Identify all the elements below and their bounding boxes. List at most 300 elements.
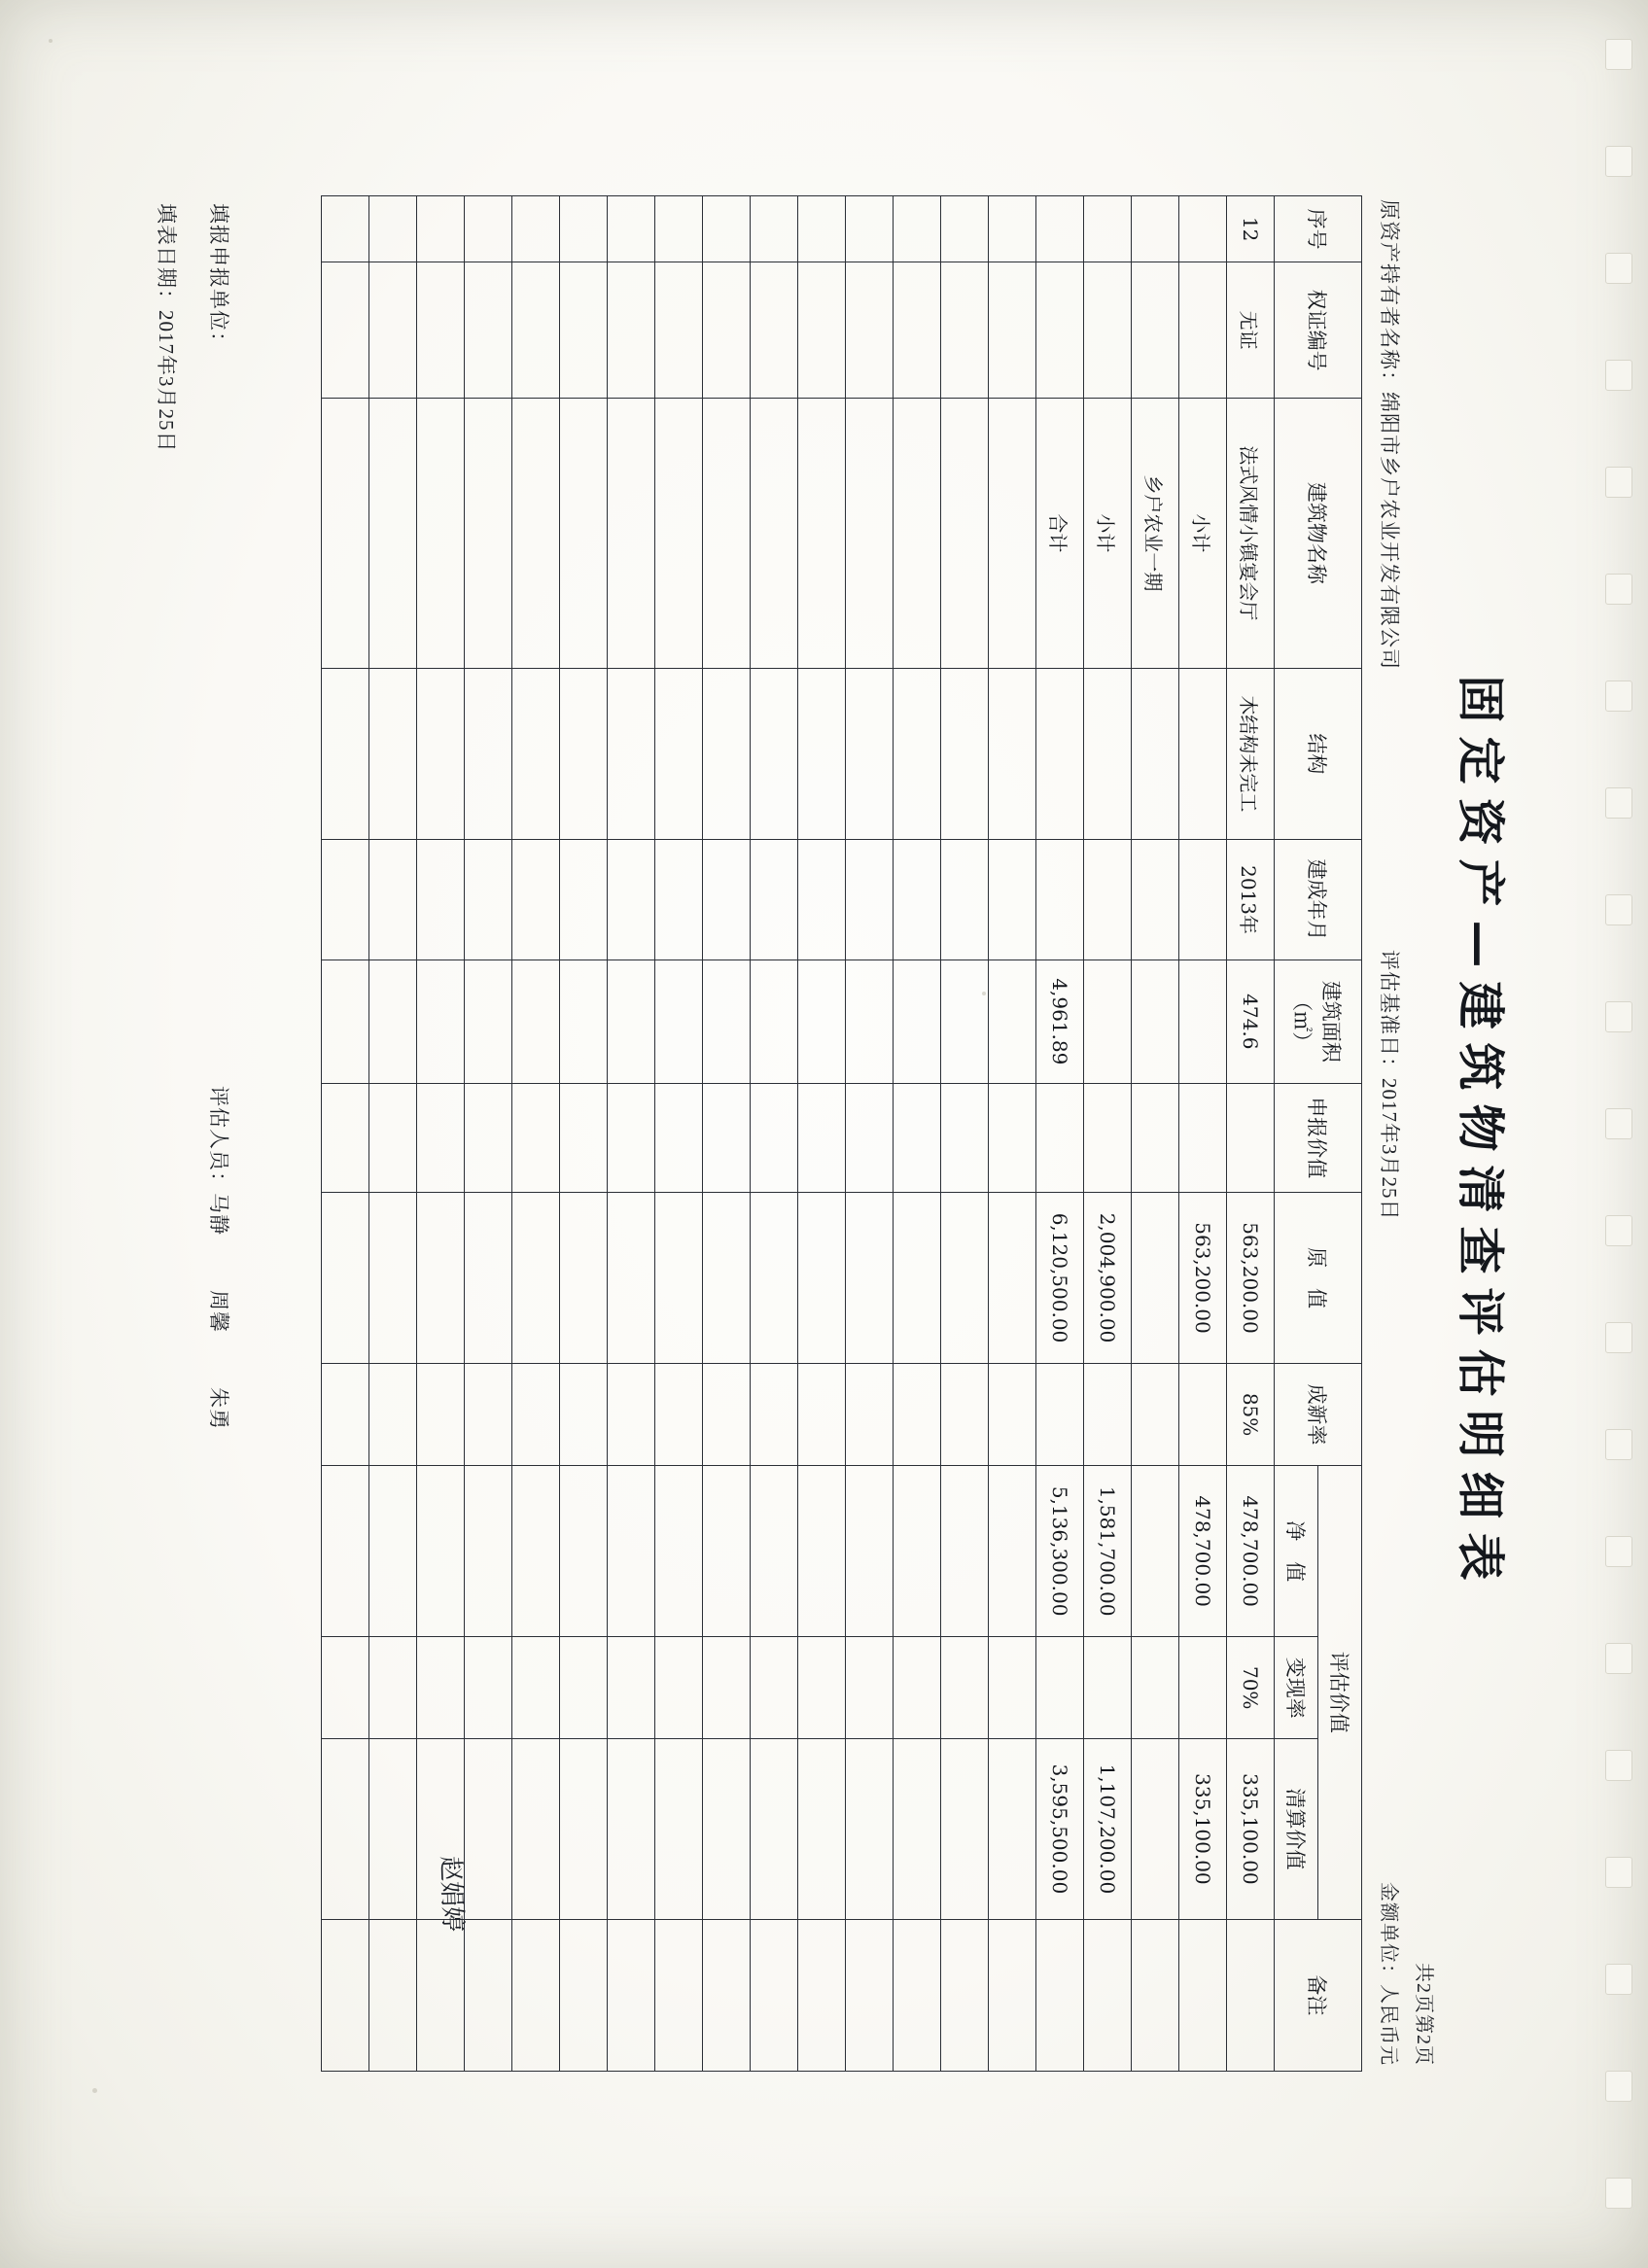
cell-structure: [845, 668, 893, 840]
cell-declared-value: [559, 1083, 607, 1192]
punch-hole: [1605, 2071, 1632, 2102]
cell-building-name: [321, 398, 368, 668]
cell-declared-value: [1178, 1083, 1226, 1192]
cell-original-value: [893, 1192, 940, 1363]
th-new-rate: 成新率: [1274, 1363, 1361, 1465]
cell-area: [464, 960, 511, 1083]
table-row: [750, 195, 797, 2071]
cell-remark: [559, 1919, 607, 2071]
table-row: [988, 195, 1035, 2071]
cell-seq: [368, 195, 416, 262]
th-area: 建筑面积（㎡）: [1274, 960, 1361, 1083]
cell-cert-no: [845, 262, 893, 398]
cell-cert-no: [368, 262, 416, 398]
cell-liquidation-value: [368, 1738, 416, 1919]
cell-declared-value: [750, 1083, 797, 1192]
cell-area: [368, 960, 416, 1083]
cell-seq: [893, 195, 940, 262]
th-building-name: 建筑物名称: [1274, 398, 1361, 668]
cell-declared-value: [702, 1083, 750, 1192]
cell-original-value: [559, 1192, 607, 1363]
cell-area: [702, 960, 750, 1083]
cell-built-date: [559, 839, 607, 960]
cell-declared-value: [368, 1083, 416, 1192]
cell-liquidation-value: [797, 1738, 845, 1919]
cell-realization-rate: [988, 1636, 1035, 1738]
cell-building-name: [797, 398, 845, 668]
cell-realization-rate: [321, 1636, 368, 1738]
cell-net-value: [368, 1465, 416, 1636]
cell-structure: [654, 668, 702, 840]
th-original-value: 原 值: [1274, 1192, 1361, 1363]
cell-new-rate: [321, 1363, 368, 1465]
cell-remark: [845, 1919, 893, 2071]
owner-line: [1376, 199, 1405, 670]
cell-area: [607, 960, 654, 1083]
cell-area: 474.6: [1226, 960, 1274, 1083]
cell-net-value: [511, 1465, 559, 1636]
cell-built-date: [988, 839, 1035, 960]
binder-punch-strip: [1597, 0, 1642, 2268]
cell-structure: [464, 668, 511, 840]
cell-built-date: [750, 839, 797, 960]
cell-declared-value: [1226, 1083, 1274, 1192]
table-row: [797, 195, 845, 2071]
base-date-value: 2017年3月25日: [1377, 1077, 1401, 1220]
cell-built-date: [1178, 839, 1226, 960]
cell-net-value: [464, 1465, 511, 1636]
cell-realization-rate: [416, 1636, 464, 1738]
cell-structure: [893, 668, 940, 840]
table-row: [940, 195, 988, 2071]
cell-built-date: [416, 839, 464, 960]
cell-liquidation-value: [1131, 1738, 1178, 1919]
cell-cert-no: [464, 262, 511, 398]
cell-built-date: [1083, 839, 1131, 960]
signature: 赵娟婷: [435, 1855, 467, 1933]
cell-liquidation-value: [511, 1738, 559, 1919]
cell-liquidation-value: [750, 1738, 797, 1919]
punch-hole: [1605, 680, 1632, 712]
cell-built-date: [893, 839, 940, 960]
cell-realization-rate: [559, 1636, 607, 1738]
cell-cert-no: [654, 262, 702, 398]
cell-original-value: [654, 1192, 702, 1363]
appraiser-1: 马静: [206, 1192, 230, 1236]
cell-net-value: [321, 1465, 368, 1636]
cell-seq: [416, 195, 464, 262]
cell-original-value: [607, 1192, 654, 1363]
cell-area: [893, 960, 940, 1083]
cell-realization-rate: [1178, 1636, 1226, 1738]
cell-realization-rate: [893, 1636, 940, 1738]
cell-liquidation-value: [607, 1738, 654, 1919]
cell-net-value: [1131, 1465, 1178, 1636]
table-row: [464, 195, 511, 2071]
cell-built-date: [702, 839, 750, 960]
cell-new-rate: 85%: [1226, 1363, 1274, 1465]
appraiser-label: 评估人员：: [206, 1085, 230, 1193]
cell-realization-rate: [464, 1636, 511, 1738]
cell-area: [654, 960, 702, 1083]
table-row: [1178, 195, 1226, 2071]
cell-structure: [607, 668, 654, 840]
cell-building-name: [368, 398, 416, 668]
cell-liquidation-value: [988, 1738, 1035, 1919]
cell-seq: [321, 195, 368, 262]
cell-net-value: [797, 1465, 845, 1636]
cell-structure: [511, 668, 559, 840]
submit-unit-label: 填报申报单位：: [206, 202, 230, 353]
cell-net-value: [702, 1465, 750, 1636]
cell-built-date: [511, 839, 559, 960]
punch-hole: [1605, 1750, 1632, 1781]
punch-hole: [1605, 360, 1632, 391]
punch-hole: [1605, 574, 1632, 605]
cell-building-name: [416, 398, 464, 668]
cell-building-name: [654, 398, 702, 668]
cell-net-value: 478,700.00: [1226, 1465, 1274, 1636]
th-cert-no: 权证编号: [1274, 262, 1361, 398]
punch-hole: [1605, 2178, 1632, 2209]
cell-seq: [559, 195, 607, 262]
cell-built-date: [368, 839, 416, 960]
cell-declared-value: [511, 1083, 559, 1192]
cell-declared-value: [893, 1083, 940, 1192]
cell-cert-no: 无证: [1226, 262, 1274, 398]
appraiser-3: 朱勇: [206, 1386, 230, 1430]
cell-net-value: [845, 1465, 893, 1636]
cell-net-value: [893, 1465, 940, 1636]
cell-structure: [702, 668, 750, 840]
cell-area: [988, 960, 1035, 1083]
table-row: [416, 195, 464, 2071]
cell-area: [845, 960, 893, 1083]
cell-cert-no: [1083, 262, 1131, 398]
submit-date-line: [153, 203, 182, 453]
cell-net-value: [607, 1465, 654, 1636]
th-structure: 结构: [1274, 668, 1361, 840]
cell-building-name: 小计: [1178, 398, 1226, 668]
cell-area: [559, 960, 607, 1083]
table-row: [654, 195, 702, 2071]
cell-declared-value: [654, 1083, 702, 1192]
page-note: 共2页第2页: [1412, 1962, 1434, 2066]
cell-built-date: [1035, 839, 1083, 960]
cell-cert-no: [893, 262, 940, 398]
cell-new-rate: [559, 1363, 607, 1465]
punch-hole: [1605, 1964, 1632, 1995]
cell-liquidation-value: [845, 1738, 893, 1919]
cell-seq: [750, 195, 797, 262]
cell-declared-value: [416, 1083, 464, 1192]
th-liquidation-value: 清算价值: [1274, 1738, 1317, 1919]
table-row: [1226, 195, 1274, 2071]
cell-declared-value: [1131, 1083, 1178, 1192]
table-row: [511, 195, 559, 2071]
cell-structure: [1035, 668, 1083, 840]
cell-declared-value: [940, 1083, 988, 1192]
cell-seq: [511, 195, 559, 262]
cell-liquidation-value: 335,100.00: [1226, 1738, 1274, 1919]
punch-hole: [1605, 1857, 1632, 1888]
cell-new-rate: [797, 1363, 845, 1465]
cell-new-rate: [1131, 1363, 1178, 1465]
cell-structure: [416, 668, 464, 840]
cell-remark: [988, 1919, 1035, 2071]
assets-table-body: [321, 195, 1274, 2071]
cell-realization-rate: 70%: [1226, 1636, 1274, 1738]
cell-liquidation-value: [321, 1738, 368, 1919]
cell-remark: [321, 1919, 368, 2071]
punch-hole: [1605, 253, 1632, 284]
cell-area: [797, 960, 845, 1083]
cell-declared-value: [845, 1083, 893, 1192]
table-row: [845, 195, 893, 2071]
cell-built-date: [845, 839, 893, 960]
cell-realization-rate: [1083, 1636, 1131, 1738]
th-built-date: 建成年月: [1274, 839, 1361, 960]
cell-new-rate: [1178, 1363, 1226, 1465]
cell-realization-rate: [750, 1636, 797, 1738]
cell-original-value: [845, 1192, 893, 1363]
cell-seq: [1178, 195, 1226, 262]
cell-area: [1083, 960, 1131, 1083]
cell-structure: [797, 668, 845, 840]
cell-new-rate: [511, 1363, 559, 1465]
cell-seq: [797, 195, 845, 262]
cell-building-name: [702, 398, 750, 668]
cell-net-value: [416, 1465, 464, 1636]
cell-built-date: [797, 839, 845, 960]
cell-original-value: [1131, 1192, 1178, 1363]
cell-building-name: [464, 398, 511, 668]
cell-liquidation-value: [559, 1738, 607, 1919]
cell-liquidation-value: 335,100.00: [1178, 1738, 1226, 1919]
cell-declared-value: [988, 1083, 1035, 1192]
cell-building-name: [559, 398, 607, 668]
cell-cert-no: [1178, 262, 1226, 398]
cell-structure: [1178, 668, 1226, 840]
cell-seq: [1035, 195, 1083, 262]
cell-area: [416, 960, 464, 1083]
cell-seq: [940, 195, 988, 262]
cell-original-value: 563,200.00: [1178, 1192, 1226, 1363]
cell-original-value: [416, 1192, 464, 1363]
cell-new-rate: [607, 1363, 654, 1465]
cell-built-date: [607, 839, 654, 960]
cell-built-date: [1131, 839, 1178, 960]
cell-cert-no: [797, 262, 845, 398]
cell-structure: [750, 668, 797, 840]
cell-area: [321, 960, 368, 1083]
cell-realization-rate: [607, 1636, 654, 1738]
cell-built-date: [940, 839, 988, 960]
cell-building-name: [893, 398, 940, 668]
table-row: [1131, 195, 1178, 2071]
cell-seq: 12: [1226, 195, 1274, 262]
cell-new-rate: [940, 1363, 988, 1465]
cell-remark: [607, 1919, 654, 2071]
cell-remark: [1226, 1919, 1274, 2071]
cell-original-value: [368, 1192, 416, 1363]
cell-structure: 木结构未完工: [1226, 668, 1274, 840]
cell-cert-no: [1131, 262, 1178, 398]
cell-realization-rate: [654, 1636, 702, 1738]
punch-hole: [1605, 1643, 1632, 1674]
cell-structure: [1083, 668, 1131, 840]
cell-building-name: [750, 398, 797, 668]
cell-original-value: [797, 1192, 845, 1363]
cell-realization-rate: [940, 1636, 988, 1738]
cell-original-value: 563,200.00: [1226, 1192, 1274, 1363]
cell-seq: [654, 195, 702, 262]
cell-building-name: [988, 398, 1035, 668]
cell-seq: [702, 195, 750, 262]
cell-cert-no: [416, 262, 464, 398]
cell-remark: [702, 1919, 750, 2071]
table-row: [559, 195, 607, 2071]
cell-built-date: 2013年: [1226, 839, 1274, 960]
base-date-label: 评估基准日：: [1377, 949, 1401, 1078]
punch-hole: [1605, 1429, 1632, 1460]
cell-net-value: 478,700.00: [1178, 1465, 1226, 1636]
cell-new-rate: [368, 1363, 416, 1465]
cell-remark: [797, 1919, 845, 2071]
cell-structure: [1131, 668, 1178, 840]
cell-liquidation-value: [893, 1738, 940, 1919]
cell-seq: [607, 195, 654, 262]
cell-seq: [845, 195, 893, 262]
table-row: [702, 195, 750, 2071]
cell-cert-no: [702, 262, 750, 398]
cell-liquidation-value: 1,107,200.00: [1083, 1738, 1131, 1919]
punch-hole: [1605, 1536, 1632, 1567]
table-row: [893, 195, 940, 2071]
cell-remark: [1035, 1919, 1083, 2071]
cell-cert-no: [940, 262, 988, 398]
cell-building-name: [607, 398, 654, 668]
cell-new-rate: [988, 1363, 1035, 1465]
cell-realization-rate: [702, 1636, 750, 1738]
cell-structure: [368, 668, 416, 840]
cell-remark: [368, 1919, 416, 2071]
cell-built-date: [654, 839, 702, 960]
cell-net-value: [559, 1465, 607, 1636]
cell-building-name: 小计: [1083, 398, 1131, 668]
cell-realization-rate: [368, 1636, 416, 1738]
appraiser-2: 周馨: [206, 1289, 230, 1333]
cell-liquidation-value: [654, 1738, 702, 1919]
cell-area: 4,961.89: [1035, 960, 1083, 1083]
cell-realization-rate: [845, 1636, 893, 1738]
assets-table: [321, 195, 1362, 2072]
table-row: [321, 195, 368, 2071]
cell-building-name: 法式风情小镇宴会厅: [1226, 398, 1274, 668]
cell-new-rate: [750, 1363, 797, 1465]
cell-cert-no: [321, 262, 368, 398]
cell-cert-no: [607, 262, 654, 398]
punch-hole: [1605, 1108, 1632, 1139]
cell-net-value: [654, 1465, 702, 1636]
appraiser-line: [205, 1086, 234, 1430]
cell-cert-no: [559, 262, 607, 398]
cell-area: [940, 960, 988, 1083]
cell-declared-value: [1035, 1083, 1083, 1192]
cell-original-value: [702, 1192, 750, 1363]
cell-seq: [988, 195, 1035, 262]
cell-cert-no: [750, 262, 797, 398]
owner-label: 原资产持有者名称：: [1377, 198, 1401, 392]
page-title: 固定资产—建筑物清查评估明细表: [1452, 674, 1509, 1593]
punch-hole: [1605, 894, 1632, 925]
cell-remark: [1178, 1919, 1226, 2071]
cell-liquidation-value: [940, 1738, 988, 1919]
cell-new-rate: [654, 1363, 702, 1465]
punch-hole: [1605, 1215, 1632, 1246]
cell-original-value: [464, 1192, 511, 1363]
cell-declared-value: [1083, 1083, 1131, 1192]
cell-net-value: [940, 1465, 988, 1636]
cell-original-value: [750, 1192, 797, 1363]
cell-original-value: [940, 1192, 988, 1363]
cell-building-name: 合计: [1035, 398, 1083, 668]
punch-hole: [1605, 467, 1632, 498]
cell-built-date: [321, 839, 368, 960]
th-declared-value: 申报价值: [1274, 1083, 1361, 1192]
cell-structure: [559, 668, 607, 840]
cell-new-rate: [893, 1363, 940, 1465]
cell-cert-no: [511, 262, 559, 398]
cell-area: [511, 960, 559, 1083]
cell-new-rate: [464, 1363, 511, 1465]
cell-realization-rate: [1035, 1636, 1083, 1738]
table-row: [1083, 195, 1131, 2071]
cell-declared-value: [797, 1083, 845, 1192]
table-row: [1035, 195, 1083, 2071]
submit-date-value: 2017年3月25日: [154, 309, 178, 452]
punch-hole: [1605, 787, 1632, 819]
cell-building-name: 乡户农业一期: [1131, 398, 1178, 668]
cell-remark: [750, 1919, 797, 2071]
cell-area: [1131, 960, 1178, 1083]
cell-remark: [416, 1919, 464, 2071]
cell-liquidation-value: 3,595,500.00: [1035, 1738, 1083, 1919]
base-date-line: [1376, 950, 1405, 1221]
table-row: [368, 195, 416, 2071]
cell-remark: [1131, 1919, 1178, 2071]
th-net-value: 净 值: [1274, 1465, 1317, 1636]
cell-declared-value: [464, 1083, 511, 1192]
cell-new-rate: [1035, 1363, 1083, 1465]
cell-realization-rate: [511, 1636, 559, 1738]
cell-structure: [988, 668, 1035, 840]
th-appraised-value-group: 评估价值: [1317, 1465, 1361, 1919]
th-realization-rate: 变现率: [1274, 1636, 1317, 1738]
submit-date-label: 填表日期：: [154, 202, 178, 310]
cell-area: [750, 960, 797, 1083]
cell-building-name: [511, 398, 559, 668]
cell-liquidation-value: [702, 1738, 750, 1919]
cell-seq: [1131, 195, 1178, 262]
cell-original-value: 2,004,900.00: [1083, 1192, 1131, 1363]
cell-remark: [464, 1919, 511, 2071]
owner-value: 绵阳市乡户农业开发有限公司: [1377, 391, 1401, 670]
appraisal-detail-sheet: [81, 94, 1568, 2175]
th-seq: 序号: [1274, 195, 1361, 262]
cell-remark: [893, 1919, 940, 2071]
cell-building-name: [845, 398, 893, 668]
